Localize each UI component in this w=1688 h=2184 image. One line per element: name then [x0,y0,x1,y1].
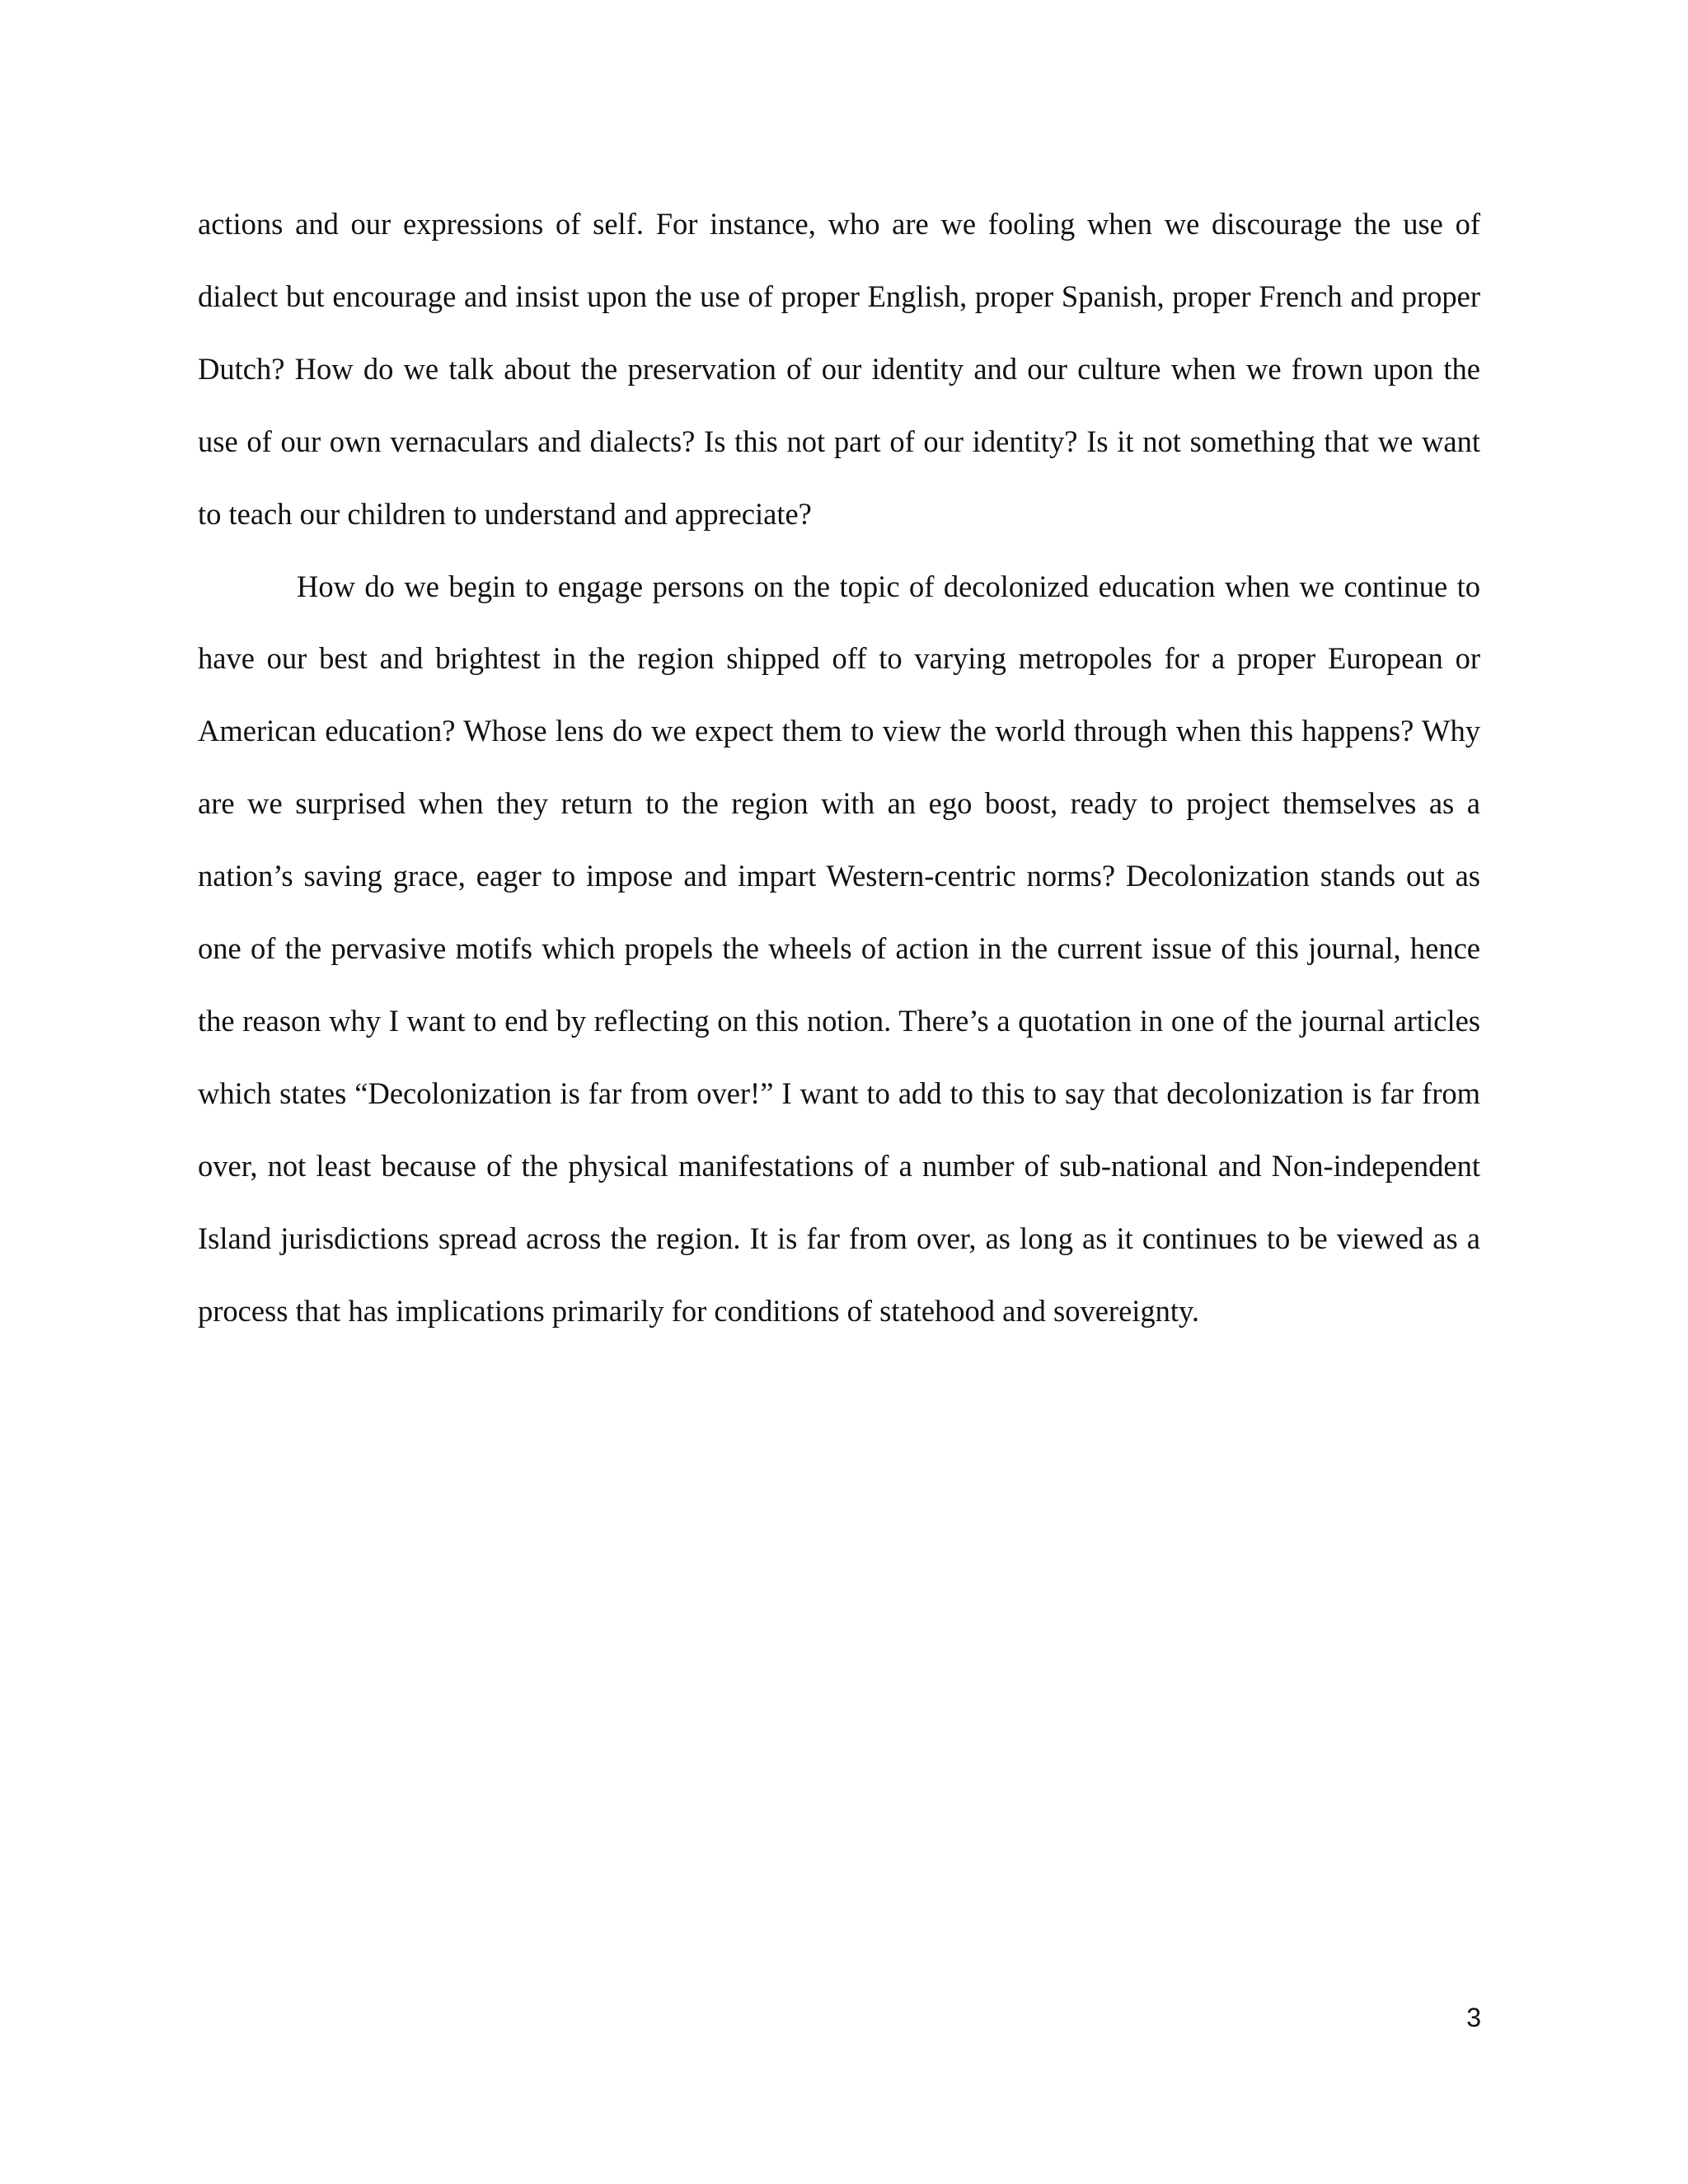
paragraph-decolonized-education: How do we begin to engage persons on the topic of decolonized education when we continue to have our best and brightest in the region shipped off to varying metropoles for a proper European or American education? Whose lens do we expect them to view the world through when this happens? Why are we surprised when they return to the region with an ego boost, ready to project themselves as a nation’s saving grace, eager to impose and impart Western-centric norms? Decolonization stands out as one of the pervasive motifs which propels the wheels of action in the current issue of this journal, hence the reason why I want to end by reflecting on this notion. There’s a quotation in one of the journal articles which states “Decolonization is far from over!” I want to add to this to say that decolonization is far from over, not least because of the physical manifestations of a number of sub-national and Non-independent Island jurisdictions spread across the region. It is far from over, as long as it continues to be viewed as a process that has implications primarily for conditions of statehood and sovereignty. [198,569,1480,1328]
page-number: 3 [1466,2003,1481,2032]
paragraph-continuation: actions and our expressions of self. For instance, who are we fooling when we discourage the use of dialect but encourage and insist upon the use of proper English, proper Spanish, proper French and proper Dutch? How do we talk about the preservation of our identity and our culture when we frown upon the use of our own vernaculars and dialects? Is this not part of our identity? Is it not something that we want to teach our children to understand and appreciate? [198,207,1480,531]
body-text [198,188,1480,1347]
